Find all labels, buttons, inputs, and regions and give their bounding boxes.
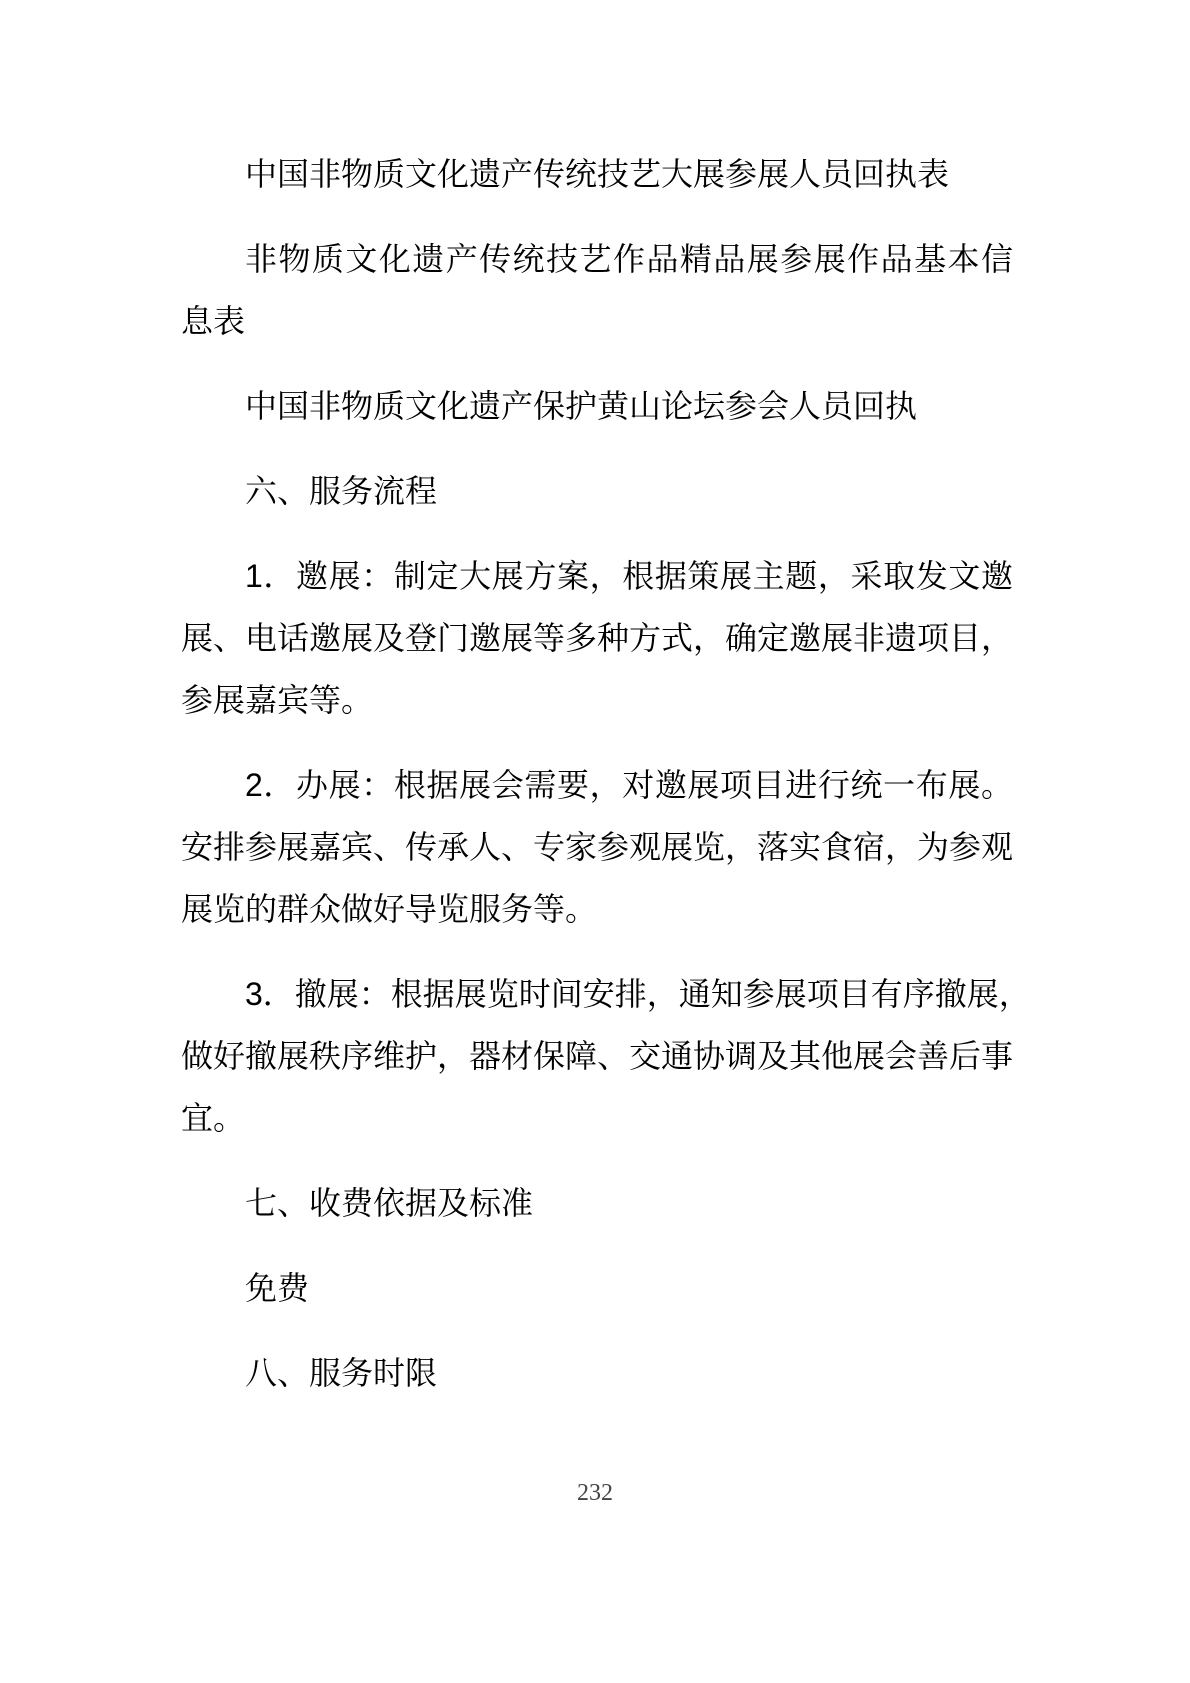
text-line: 免费 <box>245 1270 310 1306</box>
paragraph <box>181 545 1013 731</box>
text-line: 八、服务时限 <box>245 1355 438 1391</box>
text-line: 宜。 <box>181 1100 246 1136</box>
text-line: 六、服务流程 <box>245 473 438 509</box>
text-line: 安排参展嘉宾、传承人、专家参观展览，落实食宿，为参观 <box>181 829 1014 865</box>
paragraph <box>181 1342 1013 1404</box>
paragraph <box>181 375 1013 437</box>
text-line: 中国非物质文化遗产保护黄山论坛参会人员回执 <box>245 388 918 424</box>
text-line: 2．办展：根据展会需要，对邀展项目进行统一布展。 <box>245 767 1013 803</box>
text-line: 3．撤展：根据展览时间安排，通知参展项目有序撤展， <box>245 976 1031 1012</box>
text-line: 中国非物质文化遗产传统技艺大展参展人员回执表 <box>245 156 950 192</box>
text-line: 息表 <box>181 303 246 339</box>
text-line: 展、电话邀展及登门邀展等多种方式，确定邀展非遗项目， <box>181 620 1014 656</box>
text-line: 1．邀展：制定大展方案，根据策展主题，采取发文邀 <box>245 558 1013 594</box>
paragraph <box>181 1172 1013 1234</box>
paragraph <box>181 1257 1013 1319</box>
paragraph <box>181 228 1013 352</box>
paragraph <box>181 754 1013 940</box>
paragraph <box>181 143 1013 205</box>
text-line: 展览的群众做好导览服务等。 <box>181 891 598 927</box>
text-line: 做好撤展秩序维护，器材保障、交通协调及其他展会善后事 <box>181 1038 1014 1074</box>
text-line: 七、收费依据及标准 <box>245 1185 534 1221</box>
text-line: 非物质文化遗产传统技艺作品精品展参展作品基本信 <box>245 241 1013 277</box>
paragraph <box>181 460 1013 522</box>
document-body <box>181 143 1031 1427</box>
page-number: 232 <box>577 1480 613 1506</box>
text-line: 参展嘉宾等。 <box>181 682 374 718</box>
paragraph <box>181 963 1031 1149</box>
